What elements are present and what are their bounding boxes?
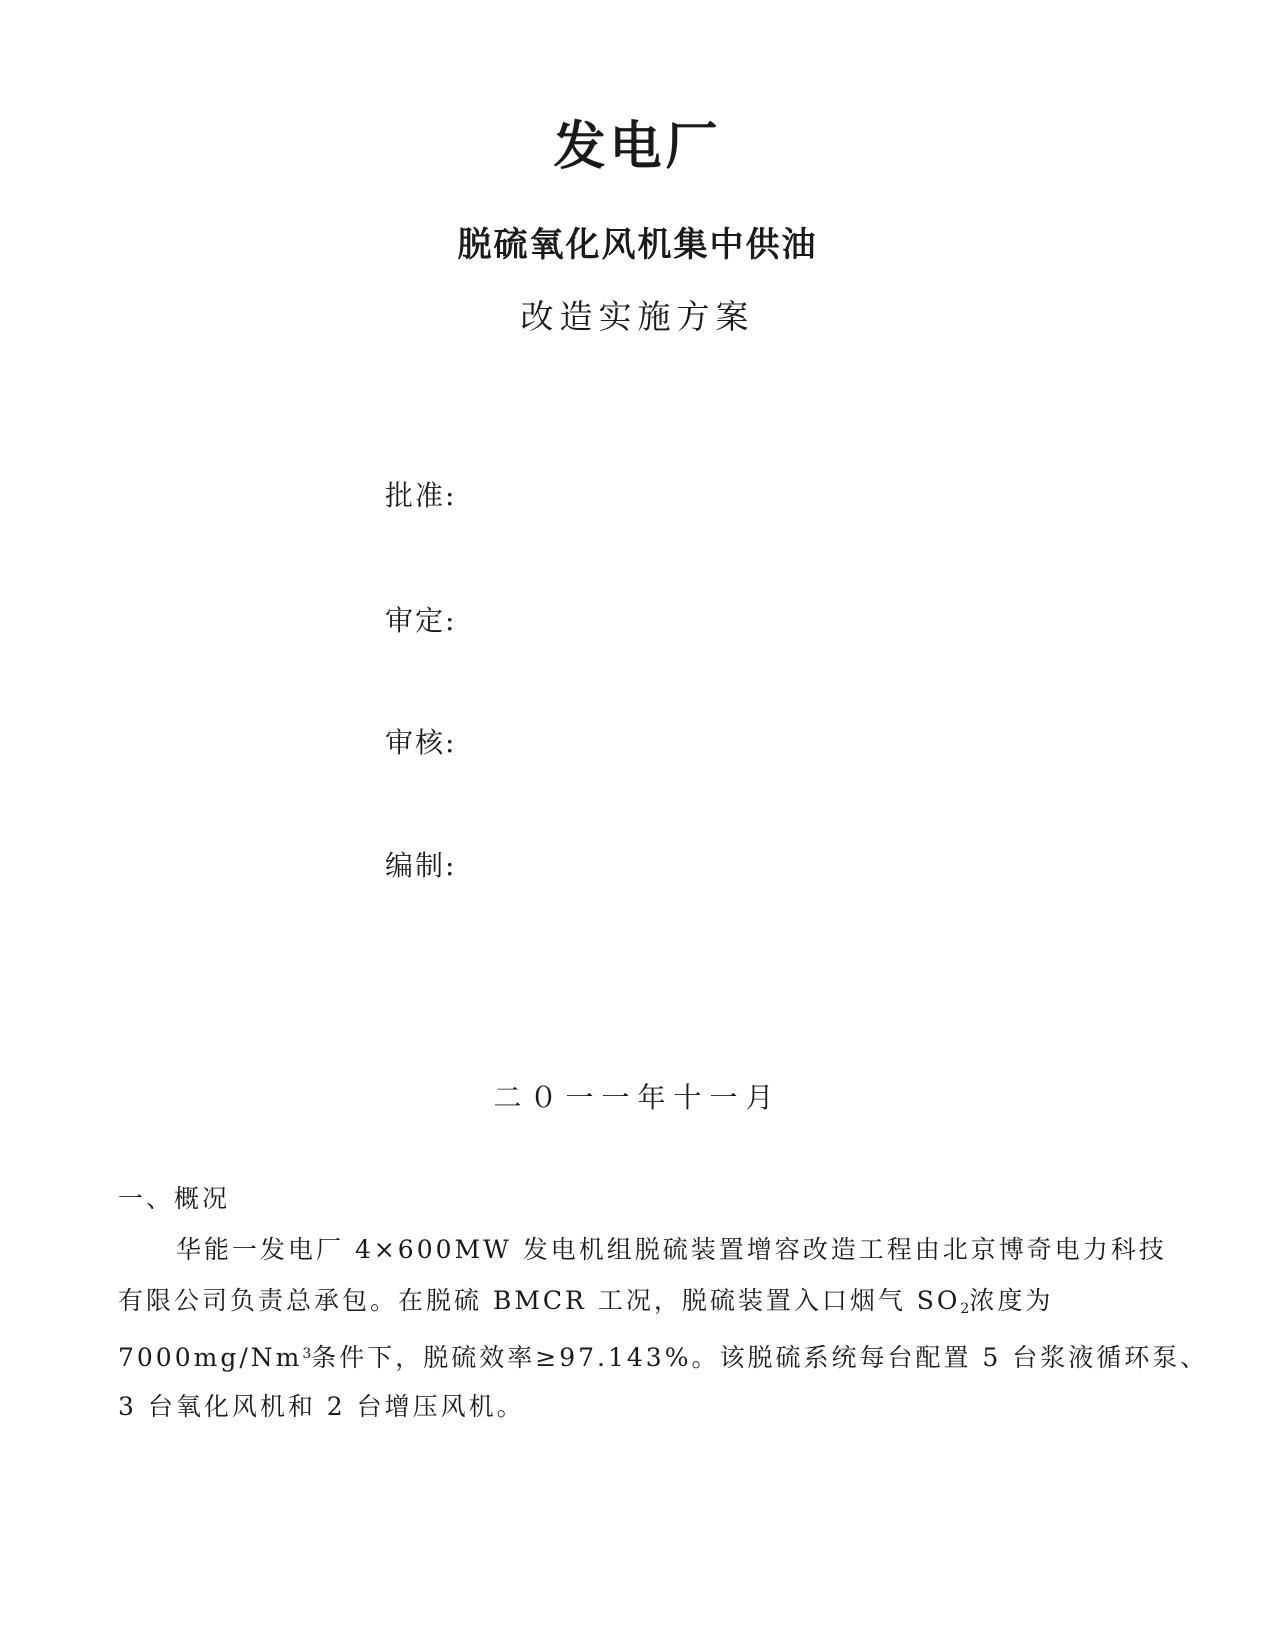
paragraph-line-2 (118, 1282, 1053, 1328)
text-run: 7000mg/Nm (118, 1343, 303, 1372)
superscript: 3 (302, 1346, 312, 1362)
signature-row-check (385, 723, 454, 763)
paragraph-line-3 (118, 1335, 1208, 1377)
paragraph-line-4: 3 台氧化风机和 2 台增压风机。 (118, 1392, 525, 1421)
signature-colon: : (445, 849, 455, 882)
signature-row-review (385, 601, 454, 641)
section-heading: 一、概况 (118, 1184, 231, 1213)
signature-label: 编制 (385, 849, 446, 882)
signature-row-prepare (385, 846, 454, 886)
signature-colon: : (445, 604, 455, 637)
document-title: 发电厂 (553, 116, 722, 177)
document-subtitle: 脱硫氧化风机集中供油 (457, 225, 818, 265)
document-date: 二０一一年十一月 (493, 1081, 782, 1114)
subscript: 2 (960, 1301, 970, 1317)
signature-label: 批准 (385, 479, 446, 512)
signature-row-approve (385, 476, 454, 516)
text-run: 有限公司负责总承包。在脱硫 BMCR 工况，脱硫装置入口烟气 SO (118, 1286, 961, 1315)
text-run: 条件下，脱硫效率≥97.143%。该脱硫系统每台配置 5 台浆液循环泵、 (311, 1343, 1209, 1372)
text-run: 浓度为 (969, 1286, 1054, 1315)
signature-label: 审核 (385, 726, 446, 759)
signature-colon: : (445, 726, 455, 759)
paragraph-line-1: 华能一发电厂 4×600MW 发电机组脱硫装置增容改造工程由北京博奇电力科技 (176, 1235, 1167, 1264)
signature-label: 审定 (385, 604, 446, 637)
signature-colon: : (445, 479, 455, 512)
document-subtitle-2: 改造实施方案 (520, 297, 755, 336)
